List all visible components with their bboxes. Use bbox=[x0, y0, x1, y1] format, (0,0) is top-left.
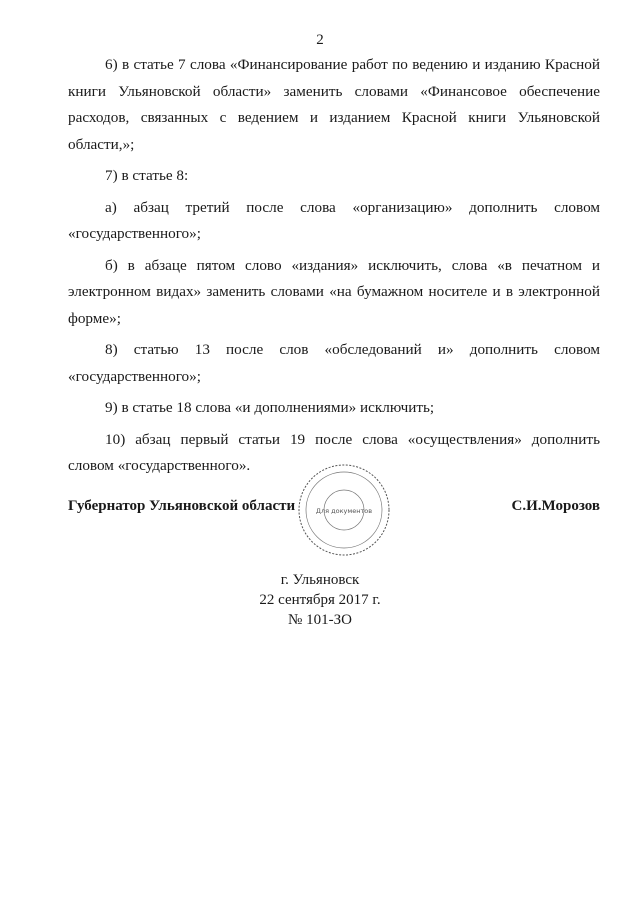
document-body bbox=[68, 52, 600, 485]
paragraph-item-10: 10) абзац первый статьи 19 после слова «осуществления» дополнить словом «государственного». bbox=[68, 430, 600, 474]
official-seal-stamp bbox=[296, 462, 392, 558]
document-footer bbox=[0, 570, 640, 630]
footer-date: 22 сентября 2017 г. bbox=[259, 592, 381, 608]
paragraph-subitem-b: б) в абзаце пятом слово «издания» исключить, слова «в печатном и электронном видах» заменить словами «на бумажном носителе и в электронной форме»; bbox=[68, 256, 600, 327]
paragraph-item-7: 7) в статье 8: bbox=[105, 167, 189, 184]
paragraph-item-8: 8) статью 13 после слов «обследований и» дополнить словом «государственного»; bbox=[68, 341, 600, 385]
footer-city: г. Ульяновск bbox=[280, 572, 360, 588]
stamp-inner-text: Для документов bbox=[315, 507, 373, 515]
page-number: 2 bbox=[316, 32, 324, 48]
signatory-name: С.И.Морозов bbox=[511, 498, 600, 514]
paragraph-item-6: 6) в статье 7 слова «Финансирование работ по ведению и изданию Красной книги Ульяновской области» заменить словами «Финансовое обеспечение расходов, связанных с ведением и изданием Красной книги Ульяновской области,»; bbox=[68, 56, 600, 153]
paragraph-subitem-a: а) абзац третий после слова «организацию» дополнить словом «государственного»; bbox=[68, 198, 600, 242]
footer-number: № 101-ЗО bbox=[288, 612, 352, 628]
paragraph-item-9: 9) в статье 18 слова «и дополнениями» исключить; bbox=[105, 399, 435, 416]
signatory-title: Губернатор Ульяновской области bbox=[68, 498, 296, 514]
